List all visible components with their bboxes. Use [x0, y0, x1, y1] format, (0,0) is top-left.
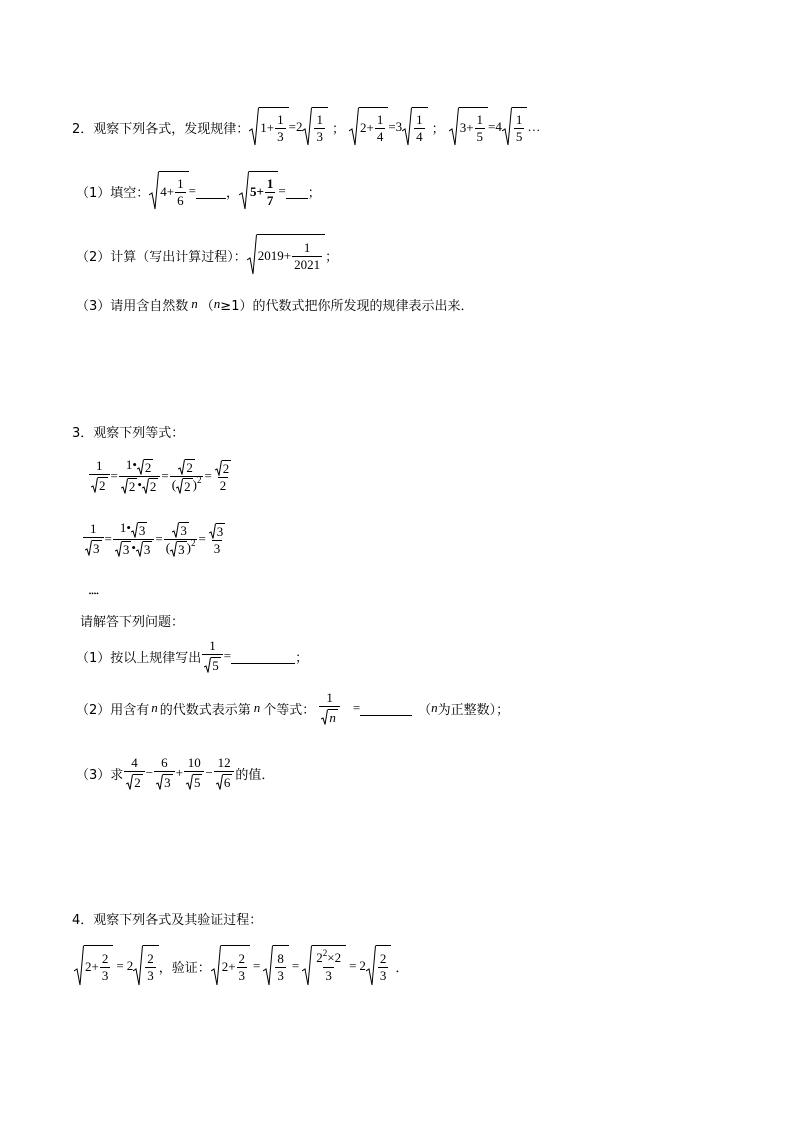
q3-ask: 请解答下列问题： [80, 614, 185, 630]
q3-continuation-dots: ．．．． [88, 581, 105, 597]
q4-verify-step-3: $\frac{2^2\times 2}{3}$ [302, 945, 346, 987]
q2-example-2: 2 + $\frac{1}{4}$ [349, 107, 388, 147]
q2-part1-label: （1）填空： [76, 185, 150, 201]
q3-intro: 3．观察下列等式： [72, 425, 185, 441]
q2-part1: （1）填空： 4 + $\frac{1}{6}$ = ， 5 + $\frac{1}{7}$ = ； [76, 170, 321, 212]
q2-example-3: 3 + $\frac{1}{5}$ [449, 107, 488, 147]
q4-rhs-root: $\frac{2}{3}$ [133, 945, 159, 987]
q2-part1-blank-a[interactable] [196, 184, 226, 199]
q3-part1: （1）按以上规律写出 $\frac{1}{5}$ = ； [76, 638, 309, 673]
q3-part3: （3）求 $\frac{4}{2}$ − $\frac{6}{3}$ + $\frac{10}{5}$ − $\frac{12}{6}$ 的值． [76, 755, 275, 790]
q3-part2-blank[interactable] [360, 701, 412, 716]
q4-verify-step-4: $\frac{2}{3}$ [366, 945, 392, 987]
q4-lhs-root: 2 + $\frac{2}{3}$ [74, 945, 113, 987]
q2-example-1-rhs-root: $\frac{1}{3}$ [302, 107, 328, 147]
q2-line-examples: 2．观察下列各式，发现规律： 1 + $\frac{1}{3}$ =2 $\frac{1}{3}$ ； 2 + $\frac{1}{4}$ =3 $\frac{1}{4}$ ； 3 + $\frac{1}{5}$ =4 $\frac{1}{5}$ … [72, 106, 540, 148]
q2-part1-expr-b: 5 + $\frac{1}{7}$ [239, 171, 278, 211]
q2-example-1: 1 + $\frac{1}{3}$ [249, 107, 288, 147]
q2-part2: （2）计算（写出计算过程）： 2019 + $\frac{1}{2021}$ ； [76, 233, 338, 277]
q2-example-3-rhs-root: $\frac{1}{5}$ [502, 107, 528, 147]
q4-intro: 4．观察下列各式及其验证过程： [72, 912, 263, 928]
q2-part3: （3）请用含自然数 n （ n ≥1）的代数式把你所发现的规律表示出来． [76, 296, 474, 314]
q4-verify-step-1: 2 + $\frac{2}{3}$ [211, 945, 250, 987]
q4-verify-step-2: $\frac{8}{3}$ [263, 945, 289, 987]
q2-part1-blank-b[interactable] [286, 184, 308, 199]
q2-part2-label: （2）计算（写出计算过程）： [76, 249, 247, 265]
q4-example: 2 + $\frac{2}{3}$ = 2 $\frac{2}{3}$ ，验证： 2 + $\frac{2}{3}$ = $\frac{8}{3}$ = $\frac{2^2\times 2}{3}$ = 2 $\frac{2}{3}$ ． [74, 944, 408, 988]
q2-part2-expr: 2019 + $\frac{1}{2021}$ [247, 234, 325, 276]
q2-example-2-rhs-root: $\frac{1}{4}$ [402, 107, 428, 147]
q3-part1-blank[interactable] [231, 649, 295, 664]
q3-part2: （2）用含有 n 的代数式表示第 n 个等式： $\frac{1}{n}$ = （ n 为正整数）； [76, 690, 510, 725]
q3-equation-2: $\frac{1}{3}$ = 1• 3 3 • 3 = 3 ( 3 )$^2$ = $\frac{3}{3}$ [82, 516, 228, 562]
q3-equation-1: $\frac{1}{2}$ = 1• 2 2 • 2 = 2 ( 2 )$^2$ = $\frac{2}{2}$ [88, 453, 234, 499]
q2-intro: 2．观察下列各式，发现规律： [72, 121, 250, 137]
q2-part1-expr-a: 4 + $\frac{1}{6}$ [149, 171, 188, 211]
